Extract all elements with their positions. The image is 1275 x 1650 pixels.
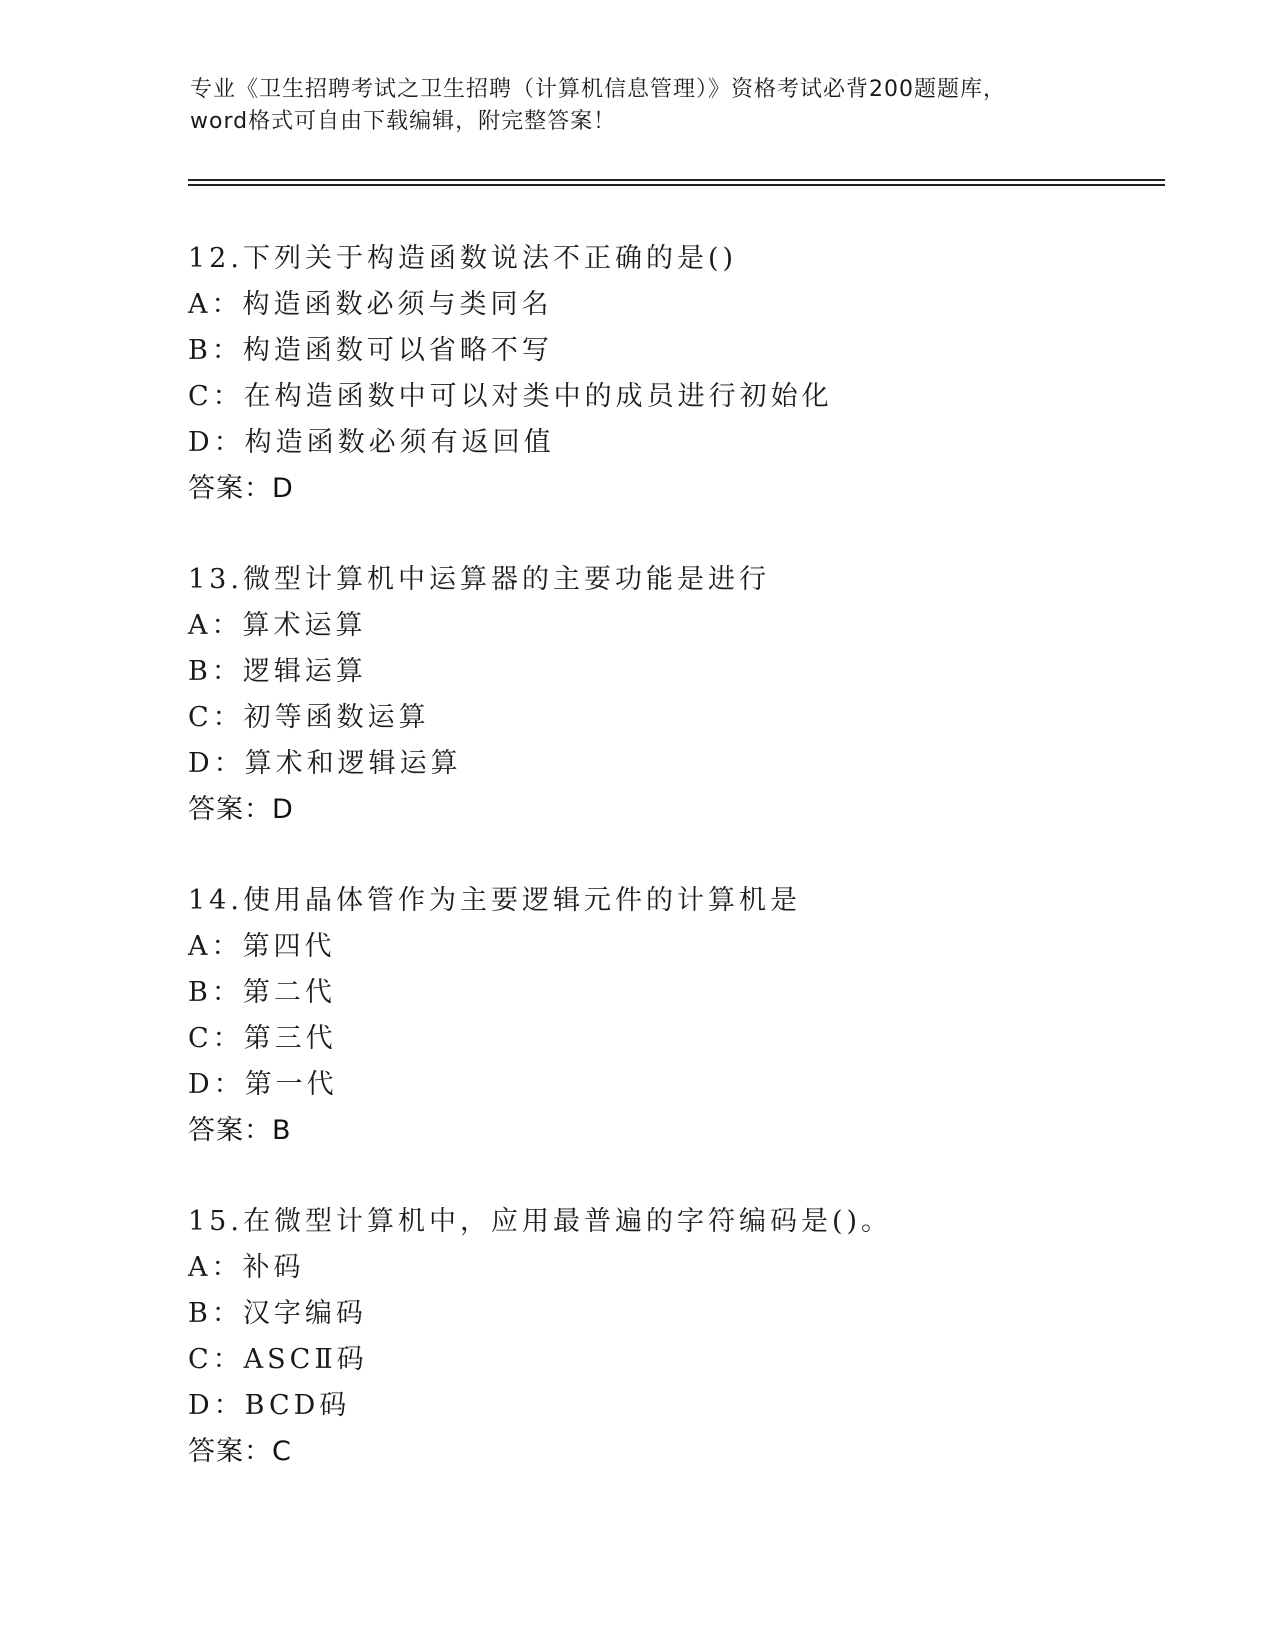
option-text: 第二代 xyxy=(242,977,336,1008)
header-divider-top xyxy=(188,179,1165,181)
option-c xyxy=(188,1016,1138,1062)
option-letter: B： xyxy=(188,335,243,366)
option-text: 汉字编码 xyxy=(242,1298,367,1329)
option-c xyxy=(188,695,1138,741)
option-text: 构造函数必须有返回值 xyxy=(244,427,555,458)
option-letter: C： xyxy=(188,702,244,733)
option-a xyxy=(188,924,1138,970)
question-stem: 12.下列关于构造函数说法不正确的是() xyxy=(188,243,738,274)
option-d xyxy=(188,1062,1138,1108)
option-text: 算术运算 xyxy=(242,610,367,641)
question-13 xyxy=(188,557,1138,833)
question-stem: 13.微型计算机中运算器的主要功能是进行 xyxy=(188,564,770,595)
option-text: 构造函数可以省略不写 xyxy=(242,335,553,366)
option-text: 逻辑运算 xyxy=(242,656,367,687)
option-a xyxy=(188,282,1138,328)
answer-line: 答案：B xyxy=(188,1115,292,1146)
option-d xyxy=(188,1383,1138,1429)
option-b xyxy=(188,1291,1138,1337)
option-text: 算术和逻辑运算 xyxy=(244,748,462,779)
answer-line: 答案：D xyxy=(188,794,294,825)
question-stem: 14.使用晶体管作为主要逻辑元件的计算机是 xyxy=(188,885,801,916)
option-text: ASCⅡ码 xyxy=(243,1344,368,1375)
question-15 xyxy=(188,1199,1138,1475)
option-a xyxy=(188,1245,1138,1291)
option-b xyxy=(188,328,1138,374)
option-letter: C： xyxy=(188,1023,244,1054)
option-a xyxy=(188,603,1138,649)
option-c xyxy=(188,1337,1138,1383)
header-line-2: word格式可自由下载编辑，附完整答案！ xyxy=(190,109,617,134)
option-text: BCD码 xyxy=(244,1390,351,1421)
option-d xyxy=(188,741,1138,787)
option-letter: B： xyxy=(188,1298,243,1329)
option-d xyxy=(188,420,1138,466)
option-letter: A： xyxy=(188,931,243,962)
option-text: 构造函数必须与类同名 xyxy=(242,289,553,320)
option-letter: A： xyxy=(188,1252,243,1283)
option-text: 补码 xyxy=(242,1252,305,1283)
option-c xyxy=(188,374,1138,420)
answer-line: 答案：C xyxy=(188,1436,292,1467)
option-b xyxy=(188,649,1138,695)
option-letter: A： xyxy=(188,610,243,641)
question-12 xyxy=(188,236,1138,512)
option-letter: D： xyxy=(188,1069,245,1100)
option-letter: A： xyxy=(188,289,243,320)
option-text: 第三代 xyxy=(243,1023,337,1054)
option-text: 在构造函数中可以对类中的成员进行初始化 xyxy=(243,381,833,412)
document-header xyxy=(190,74,1090,138)
option-text: 初等函数运算 xyxy=(243,702,430,733)
option-letter: D： xyxy=(188,427,245,458)
option-letter: C： xyxy=(188,1344,244,1375)
question-14 xyxy=(188,878,1138,1154)
question-stem: 15.在微型计算机中，应用最普遍的字符编码是()。 xyxy=(188,1206,893,1237)
option-letter: C： xyxy=(188,381,244,412)
option-letter: D： xyxy=(188,748,245,779)
option-letter: B： xyxy=(188,977,243,1008)
option-text: 第四代 xyxy=(242,931,336,962)
option-letter: D： xyxy=(188,1390,245,1421)
header-divider-bottom xyxy=(188,184,1165,186)
header-line-1: 专业《卫生招聘考试之卫生招聘（计算机信息管理）》资格考试必背200题题库， xyxy=(190,77,1006,102)
option-text: 第一代 xyxy=(244,1069,338,1100)
option-letter: B： xyxy=(188,656,243,687)
answer-line: 答案：D xyxy=(188,473,294,504)
option-b xyxy=(188,970,1138,1016)
